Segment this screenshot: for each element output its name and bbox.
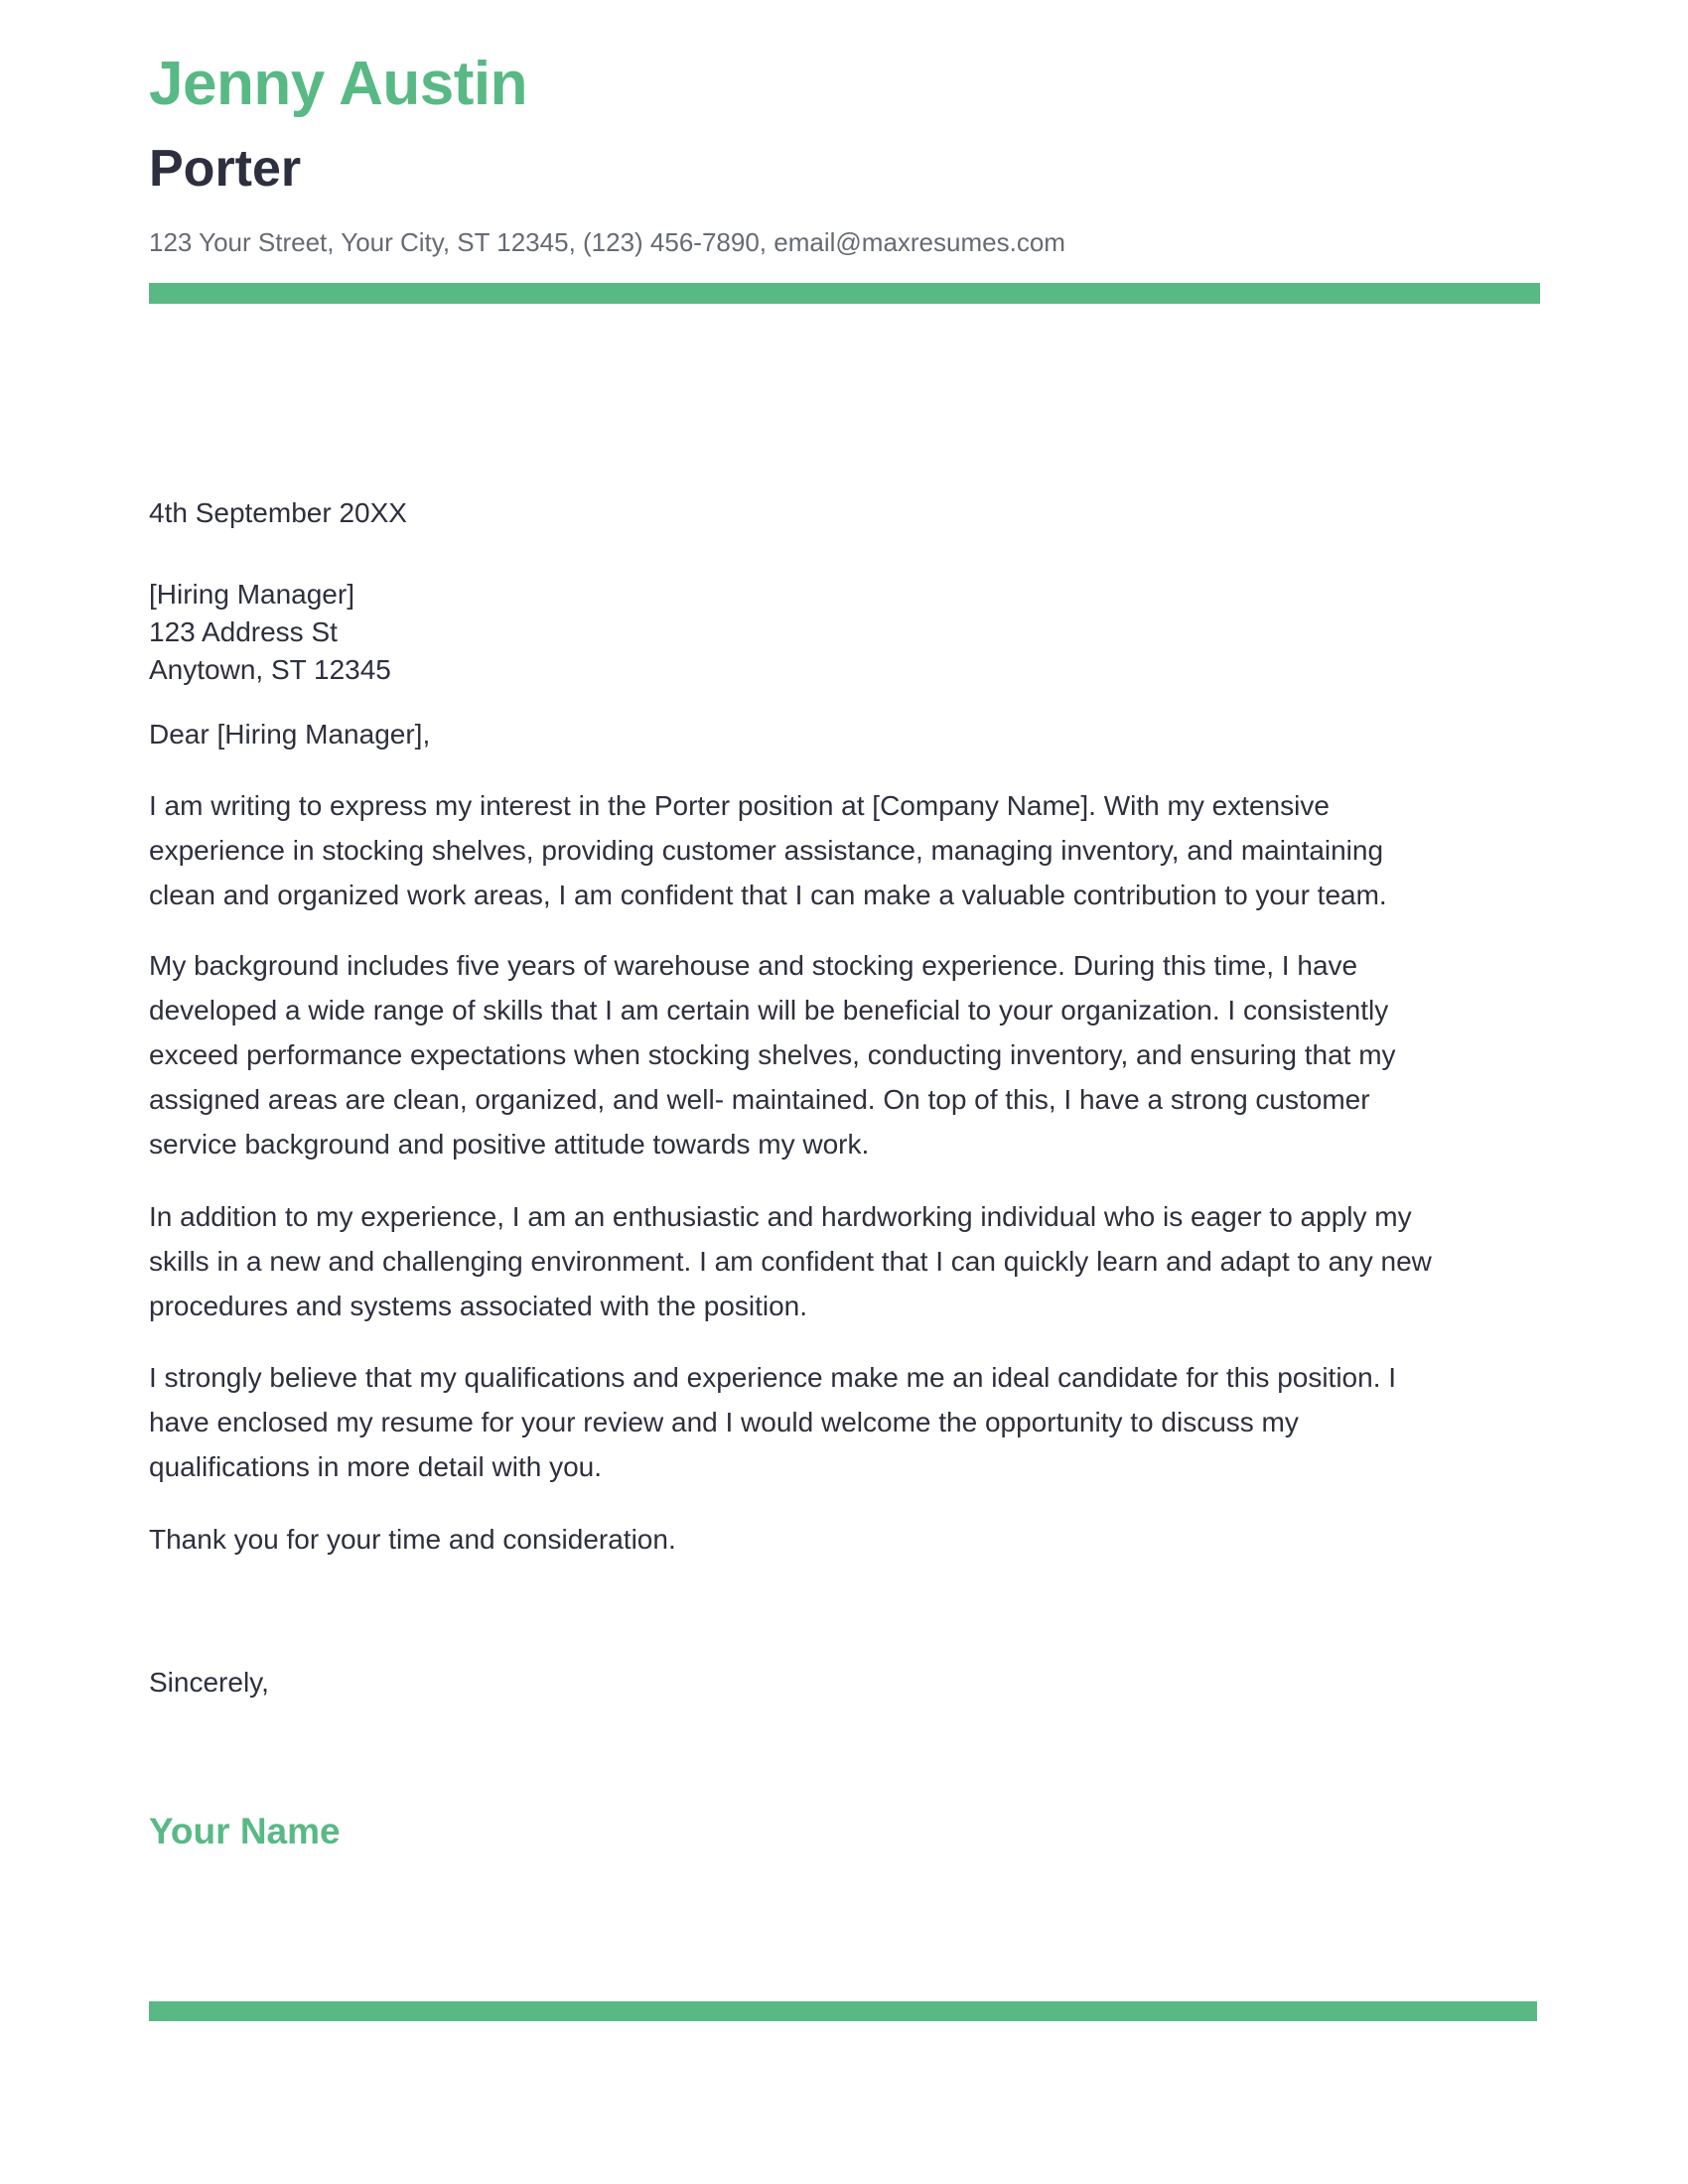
paragraph-line: have enclosed my resume for your review and I would welcome the opportunity to discuss my <box>149 1407 1299 1437</box>
job-title: Porter <box>149 140 302 198</box>
paragraph-line: exceed performance expectations when stocking shelves, conducting inventory, and ensuring that my <box>149 1039 1396 1070</box>
paragraph-line: developed a wide range of skills that I am certain will be beneficial to your organization. I consistently <box>149 995 1389 1025</box>
paragraph-1 <box>149 783 1387 917</box>
contact-info: 123 Your Street, Your City, ST 12345, (123) 456-7890, email@maxresumes.com <box>149 227 1065 257</box>
recipient-line: 123 Address St <box>149 616 338 647</box>
letter-date: 4th September 20XX <box>149 497 407 528</box>
paragraph-3 <box>149 1194 1432 1328</box>
paragraph-4 <box>149 1355 1396 1489</box>
footer-divider <box>149 2001 1537 2021</box>
paragraph-line: skills in a new and challenging environment. I am confident that I can quickly learn and adapt to any new <box>149 1246 1432 1277</box>
recipient-address <box>149 576 391 689</box>
paragraph-line: I am writing to express my interest in the Porter position at [Company Name]. With my extensive <box>149 790 1330 821</box>
header-divider <box>149 283 1540 304</box>
recipient-line: [Hiring Manager] <box>149 579 354 610</box>
thanks-line: Thank you for your time and consideration. <box>149 1524 676 1555</box>
closing: Sincerely, <box>149 1667 269 1698</box>
paragraph-line: My background includes five years of warehouse and stocking experience. During this time, I have <box>149 950 1358 981</box>
applicant-name: Jenny Austin <box>149 50 527 118</box>
paragraph-line: qualifications in more detail with you. <box>149 1451 603 1482</box>
signature-name: Your Name <box>149 1811 341 1851</box>
salutation: Dear [Hiring Manager], <box>149 719 431 750</box>
paragraph-line: In addition to my experience, I am an enthusiastic and hardworking individual who is eager to apply my <box>149 1201 1412 1232</box>
paragraph-line: clean and organized work areas, I am confident that I can make a valuable contribution to your team. <box>149 880 1387 910</box>
paragraph-line: procedures and systems associated with the position. <box>149 1291 808 1321</box>
recipient-line: Anytown, ST 12345 <box>149 654 391 685</box>
paragraph-2 <box>149 943 1396 1166</box>
paragraph-line: experience in stocking shelves, providing customer assistance, managing inventory, and maintaining <box>149 835 1384 866</box>
paragraph-line: I strongly believe that my qualifications and experience make me an ideal candidate for this position. I <box>149 1362 1397 1393</box>
paragraph-line: service background and positive attitude towards my work. <box>149 1129 870 1160</box>
paragraph-line: assigned areas are clean, organized, and well- maintained. On top of this, I have a strong customer <box>149 1084 1370 1115</box>
